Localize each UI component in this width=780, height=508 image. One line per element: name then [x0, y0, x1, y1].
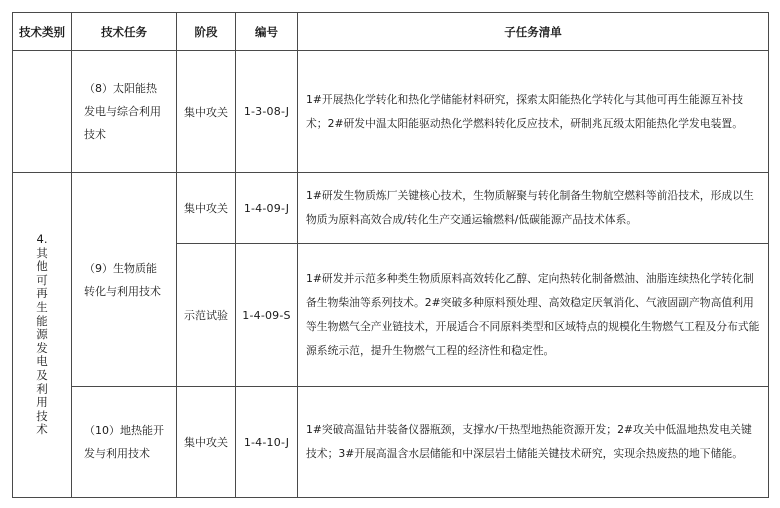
category-cell	[13, 173, 72, 498]
code-cell: 1-4-09-J	[236, 173, 298, 244]
task-cell: （9）生物质能转化与利用技术	[72, 173, 177, 387]
category-cell-empty	[13, 51, 72, 173]
header-category: 技术类别	[13, 13, 72, 51]
category-label: 4.其他可再生能源发电及利用技术	[36, 232, 48, 437]
subtasks-cell: 1#研发并示范多种类生物质原料高效转化乙醇、定向热转化制备燃油、油脂连续热化学转化制备生物柴油等系列技术。2#突破多种原料预处理、高效稳定厌氧消化、气液固副产物高值利用等生物燃气全产业链技术，开展适合不同原料类型和区域特点的规模化生物燃气工程及分布式能源系统示范，提升生物燃气工程的经济性和稳定性。	[298, 244, 769, 387]
subtasks-cell: 1#研发生物质炼厂关键核心技术，生物质解聚与转化制备生物航空燃料等前沿技术，形成以生物质为原料高效合成/转化生产交通运输燃料/低碳能源产品技术体系。	[298, 173, 769, 244]
table-row	[13, 387, 769, 498]
code-cell: 1-4-09-S	[236, 244, 298, 387]
stage-cell: 集中攻关	[177, 173, 236, 244]
header-code: 编号	[236, 13, 298, 51]
header-row	[13, 13, 769, 51]
subtasks-cell: 1#开展热化学转化和热化学储能材料研究，探索太阳能热化学转化与其他可再生能源互补技术；2#研发中温太阳能驱动热化学燃料转化反应技术，研制兆瓦级太阳能热化学发电装置。	[298, 51, 769, 173]
header-task: 技术任务	[72, 13, 177, 51]
stage-cell: 示范试验	[177, 244, 236, 387]
stage-cell: 集中攻关	[177, 51, 236, 173]
code-cell: 1-3-08-J	[236, 51, 298, 173]
header-stage: 阶段	[177, 13, 236, 51]
code-cell: 1-4-10-J	[236, 387, 298, 498]
task-cell: （10）地热能开发与利用技术	[72, 387, 177, 498]
tech-task-table	[12, 12, 769, 498]
table-row	[13, 173, 769, 244]
stage-cell: 集中攻关	[177, 387, 236, 498]
header-subtasks: 子任务清单	[298, 13, 769, 51]
subtasks-cell: 1#突破高温钻井装备仪器瓶颈，支撑水/干热型地热能资源开发；2#攻关中低温地热发电关键技术；3#开展高温含水层储能和中深层岩土储能关键技术研究，实现余热废热的地下储能。	[298, 387, 769, 498]
table-row	[13, 51, 769, 173]
task-cell: （8）太阳能热发电与综合利用技术	[72, 51, 177, 173]
